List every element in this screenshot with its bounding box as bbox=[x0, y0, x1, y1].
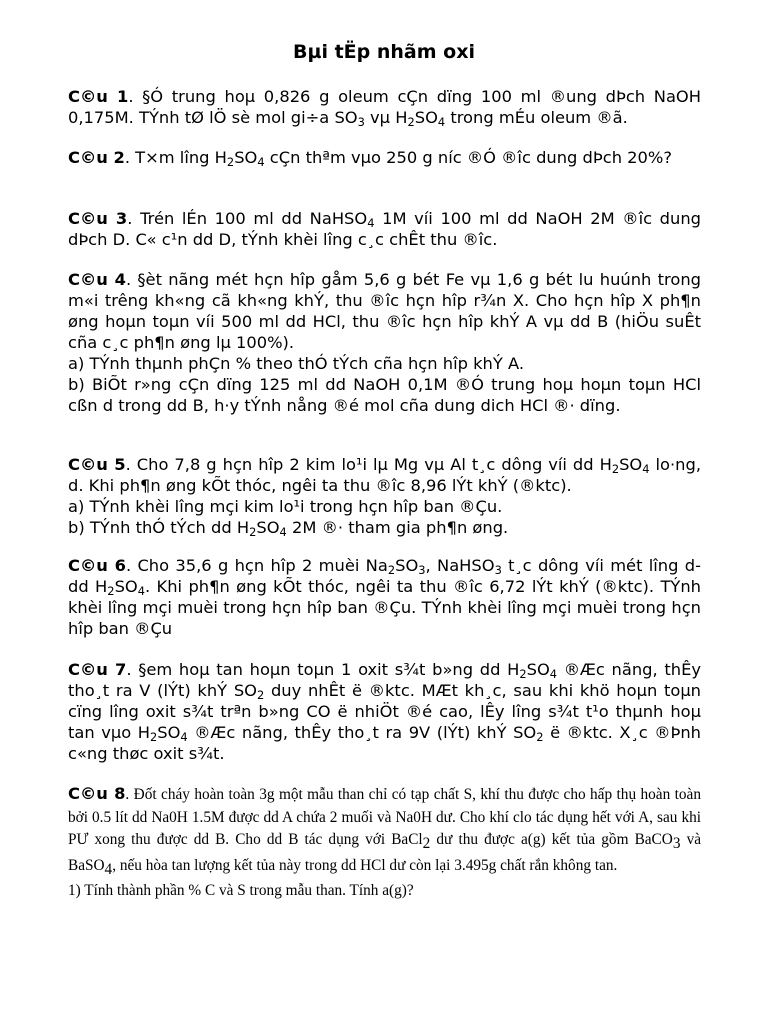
question-4-part-b: b) BiÕt r»ng cÇn dïng 125 ml dd NaOH 0,1M ®Ó trung hoµ hoµn toµn HCl cßn d trong dd B, h·y tÝnh nång ®é mol cña dung dich HCl ®· dïng. bbox=[68, 375, 701, 415]
question-6 bbox=[68, 555, 701, 639]
question-7 bbox=[68, 659, 701, 764]
question-8-part-1: 1) Tính thành phần % C và S trong mẫu than. Tính a(g)? bbox=[68, 881, 414, 899]
question-2-text: C©u 2. T×m lîng $H_2SO_4$ cÇn thªm vµo 250 g níc ®Ó ®îc dung dÞch 20%? bbox=[68, 148, 673, 169]
question-3 bbox=[68, 208, 701, 250]
page-title: Bµi tËp nhãm oxi bbox=[293, 41, 475, 63]
question-5-part-b: b) TÝnh thÓ tÝch dd $H_2SO_4$ 2M ®· tham gia ph¶n øng. bbox=[68, 518, 509, 539]
question-7-text: C©u 7. §em hoµ tan hoµn toµn 1 oxit s¾t b»ng dd $H_2SO_4$ ®Æc nãng, thÊy tho¸t ra V (lÝt) khÝ $SO_2$ duy nhÊt ë ®ktc. MÆt kh¸c, sau khi khö hoµn toµn cïng lîng oxit s¾t trªn b»ng CO ë nhiÖt ®é cao, lÊy lîng s¾t t¹o thµnh hoµ tan vµo $H_2SO_4$ ®Æc nãng, thÊy tho¸t ra 9V (lÝt) khÝ $SO_2$ ë ®ktc. X¸c ®Þnh c«ng thøc oxit s¾t. bbox=[68, 660, 701, 763]
question-4-text: C©u 4. §èt nãng mét hçn hîp gåm 5,6 g bét Fe vµ 1,6 g bét lu huúnh trong m«i trêng kh«ng cã kh«ng khÝ, thu ®îc hçn hîp r¾n X. Cho hçn hîp X ph¶n øng hoµn toµn víi 500 ml dd HCl, thu ®îc hçn hîp khÝ A vµ dd B (hiÖu suÊt cña c¸c ph¶n øng lµ 100%). bbox=[68, 270, 701, 352]
question-5-part-a: a) TÝnh khèi lîng mçi kim lo¹i trong hçn hîp ban ®Çu. bbox=[68, 497, 503, 516]
question-1-text: C©u 1. §Ó trung hoµ 0,826 g oleum cÇn dïng 100 ml ®ung dÞch NaOH 0,175M. TÝnh tØ lÖ sè mol gi÷a $SO_3$ vµ $H_2SO_4$ trong mÉu oleum ®ã. bbox=[68, 87, 701, 129]
question-label: C©u 2 bbox=[68, 148, 125, 167]
question-8 bbox=[68, 783, 701, 901]
question-label: C©u 7 bbox=[68, 660, 127, 679]
question-label: C©u 8 bbox=[68, 784, 126, 803]
question-label: C©u 5 bbox=[68, 455, 126, 474]
question-label: C©u 4 bbox=[68, 270, 126, 289]
question-6-text: C©u 6. Cho 35,6 g hçn hîp 2 muèi $Na_2SO_3$, NaHSO$_3$ t¸c dông víi mét lîng d dd $H_2SO_4$. Khi ph¶n øng kÕt thóc, ngêi ta thu ®îc 6,72 lÝt khÝ (®ktc). TÝnh khèi lîng mçi muèi trong hçn hîp ban ®Çu. TÝnh khèi lîng mçi muèi trong hçn hîp ban ®Çu bbox=[68, 556, 701, 638]
question-3-text: C©u 3. Trén lÉn 100 ml dd NaHSO$_4$ 1M víi 100 ml dd NaOH 2M ®îc dung dÞch D. C« c¹n dd D, tÝnh khèi lîng c¸c chÊt thu ®îc. bbox=[68, 209, 701, 249]
question-5-text: C©u 5. Cho 7,8 g hçn hîp 2 kim lo¹i lµ Mg vµ Al t¸c dông víi dd $H_2SO_4$ lo·ng, d. Khi ph¶n øng kÕt thóc, ngêi ta thu ®îc 8,96 lÝt khÝ (®ktc). bbox=[68, 455, 701, 495]
question-4 bbox=[68, 269, 701, 416]
question-label: C©u 6 bbox=[68, 556, 126, 575]
question-label: C©u 3 bbox=[68, 209, 128, 228]
question-2 bbox=[68, 147, 701, 168]
question-8-text: C©u 8. Đốt cháy hoàn toàn 3g một mẫu than chỉ có tạp chất S, khí thu được cho hấp thụ hoàn toàn bởi 0.5 lít dd Na0H 1.5M được dd A chứa 2 muối và Na0H dư. Cho khí clo tác dụng hết với A, sau khi PƯ xong thu được dd B. Cho dd B tác dụng với BaCl$_2$ dư thu được a(g) kết tủa gồm BaCO$_3$ và BaSO$_4$, nếu hòa tan lượng kết tủa này trong dd HCl dư còn lại 3.495g chất rắn không tan. bbox=[68, 784, 702, 879]
question-4-part-a: a) TÝnh thµnh phÇn % theo thÓ tÝch cña hçn hîp khÝ A. bbox=[68, 354, 525, 373]
question-label: C©u 1 bbox=[68, 87, 129, 106]
question-5 bbox=[68, 454, 701, 538]
question-1 bbox=[68, 86, 701, 128]
